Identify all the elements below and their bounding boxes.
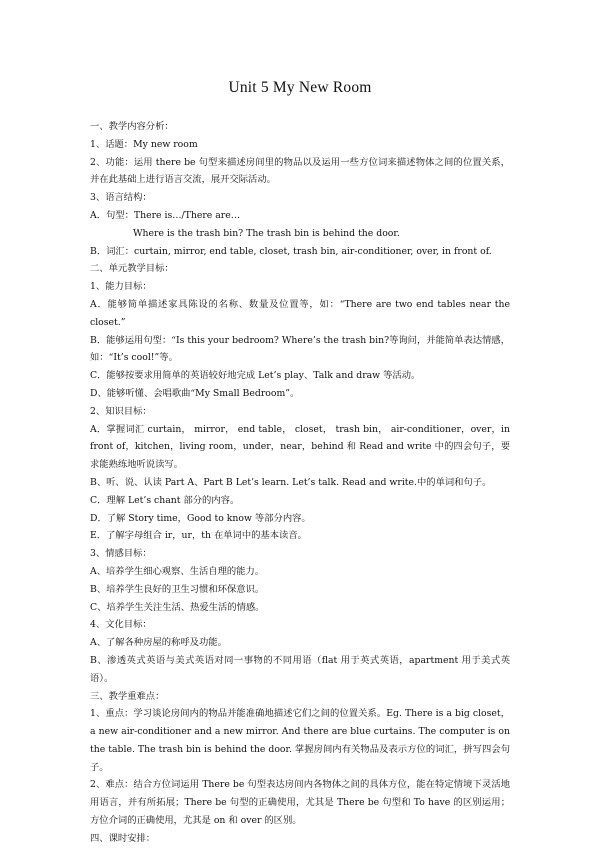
paragraph: 1、话题：My new room [90,138,198,150]
document-body [90,118,510,848]
paragraph: 3、情感目标： [90,548,152,560]
paragraph: 1、重点：学习谈论房间内的物品并能准确地描述它们之间的位置关系。Eg. There is a big closet，a new air-conditioner and a new mirror. And there are blue curtains. The computer is on the table. The trash bin is behind the door. 掌握房间内有关物品及表示方位的词汇，拼写四会句子。 [90,708,510,773]
section-heading: 三、教学重难点： [90,690,165,702]
paragraph: D、能够听懂、会唱歌曲“My Small Bedroom”。 [90,387,300,399]
document-title: Unit 5 My New Room [228,79,372,96]
section-heading: 二、单元教学目标： [90,263,174,275]
paragraph: B、渗透英式英语与美式英语对同一事物的不同用语（flat 用于英式英语，apartment 用于美式英语）。 [90,654,510,684]
paragraph: 2、难点：结合方位词运用 There be 句型表达房间内各物体之间的具体方位，能在特定情境下灵活地用语言，并有所拓展；There be 句型的正确使用，尤其是 There be 句型和 To have 的区别运用；方位介词的正确使用，尤其是 on 和 over 的区别。 [90,779,510,827]
paragraph: D．了解 Story time，Good to know 等部分内容。 [90,512,311,524]
paragraph: A、了解各种房屋的称呼及功能。 [90,637,227,649]
paragraph: B、培养学生良好的卫生习惯和环保意识。 [90,583,265,595]
section-heading: 四、课时安排： [90,832,156,844]
paragraph: 2、知识目标： [90,405,152,417]
paragraph: B．词汇：curtain, mirror, end table, closet, trash bin, air-conditioner, over, in front of. [90,245,492,257]
paragraph: 1、能力目标： [90,281,152,293]
paragraph: Where is the trash bin? The trash bin is behind the door. [133,227,400,239]
paragraph: C、培养学生关注生活、热爱生活的情感。 [90,601,265,613]
paragraph: 2、功能：运用 there be 句型来描述房间里的物品以及运用一些方位词来描述物体之间的位置关系，并在此基础上进行语言交流，展开交际活动。 [90,156,510,186]
paragraph: C．能够按要求用简单的英语较好地完成 Let’s play、Talk and draw 等活动。 [90,370,421,382]
paragraph: A．掌握词汇 curtain， mirror， end table， closet， trash bin， air-conditioner，over，in front of，kitchen，living room，under，near，behind 和 Read and write 中的四会句子，要求能熟练地听说读写。 [90,423,510,471]
paragraph: B、听、说、认读 Part A、Part B Let’s learn. Let’s talk. Read and write.中的单词和句子。 [90,476,492,488]
paragraph: B．能够运用句型：“Is this your bedroom? Where’s the trash bin?等询问，并能简单表达情感，如：“It’s cool!”等。 [90,334,510,364]
paragraph: 4、文化目标： [90,619,152,631]
paragraph: E．了解字母组合 ir，ur，th 在单词中的基本读音。 [90,530,307,542]
paragraph: C．理解 Let’s chant 部分的内容。 [90,494,240,506]
paragraph: A．句型：There is…/There are… [90,209,241,221]
section-heading: 一、教学内容分析： [90,121,174,132]
paragraph: 3、语言结构： [90,192,152,204]
paragraph: A．能够简单描述家具陈设的名称、数量及位置等，如：“There are two end tables near the closet.” [90,298,510,328]
paragraph: A、培养学生细心观察、生活自理的能力。 [90,565,265,577]
